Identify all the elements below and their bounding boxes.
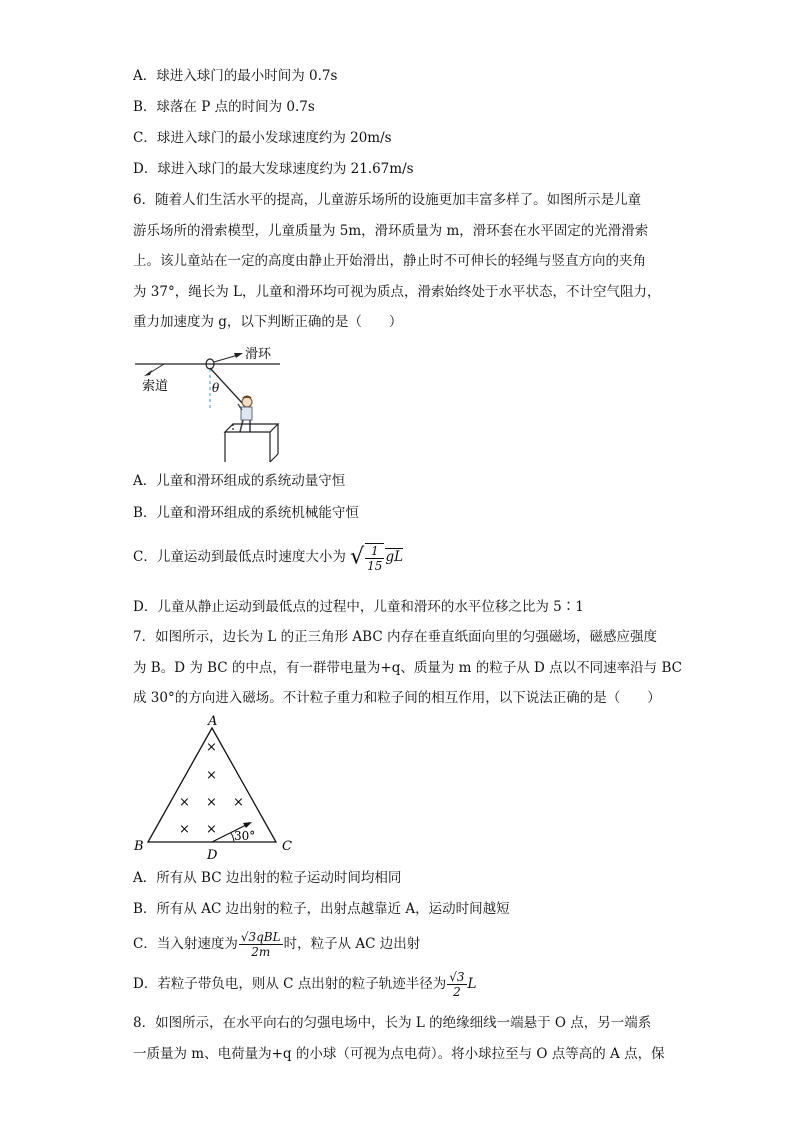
q6-option-c [133,542,403,573]
field-cross: × [206,768,217,783]
q5-option-d: D．球进入球门的最大发球速度约为 21.67m/s [133,161,414,177]
field-cross: × [206,740,217,755]
q8-stem [133,1008,663,1069]
q7-stem [133,622,682,714]
q7-option-b: B．所有从 AC 边出射的粒子，出射点越靠近 A，运动时间越短 [133,901,510,917]
fraction-numerator: √3 [449,970,465,984]
vertex-b: B [134,839,144,854]
cable-label: 索道 [142,379,169,394]
q7-stem-line: 成 30°的方向进入磁场。不计粒子重力和粒子间的相互作用，以下说法正确的是（ ） [133,690,661,706]
fraction-numerator: 1 [365,544,384,559]
field-cross: × [206,822,217,837]
q7-option-d [133,968,477,1000]
q8-stem-line: 一质量为 m、电荷量为+q 的小球（可视为点电荷）。将小球拉至与 O 点等高的 A 点，保 [133,1045,665,1062]
q6-option-d: D．儿童从静止运动到最低点的过程中，儿童和滑环的水平位移之比为 5∶1 [133,599,584,615]
q6-stem [133,185,663,338]
sqrt-tail: gL [385,549,404,566]
fraction-numerator: √3qBL [240,930,281,944]
field-cross: × [206,795,217,810]
angle-label: θ [212,381,220,395]
sqrt-expression: √ $\frac{1}{15}$ gL [350,543,404,573]
q6-stem-line: 游乐场所的滑索模型，儿童质量为 5m，滑环质量为 m，滑环套在水平固定的光滑滑索 [133,222,649,239]
ring-label: 滑环 [245,347,272,362]
q7-option-c [133,928,420,960]
q6-option-a: A．儿童和滑环组成的系统动量守恒 [133,473,346,489]
q7-option-d-suffix: L [467,976,477,992]
point-d: D [207,848,218,863]
fraction-denominator: 2m [251,945,271,959]
field-cross: × [179,795,190,810]
q6-stem-line: 6．随着人们生活水平的提高，儿童游乐场所的设施更加丰富多样了。如图所示是儿童 [133,192,642,208]
angle-30: 30° [234,829,256,843]
q7-stem-line: 7．如图所示，边长为 L 的正三角形 ABC 内存在垂直纸面向里的匀强磁场，磁感应强度 [133,629,657,645]
q5-option-c: C．球进入球门的最小发球速度约为 20m/s [133,130,392,146]
platform [225,424,278,462]
q7-option-c-suffix: 时，粒子从 AC 边出射 [283,936,421,952]
q6-stem-line: 重力加速度为 g，以下判断正确的是（ ） [133,314,403,330]
q6-stem-line: 为 37°，绳长为 L，儿童和滑环均可视为质点，滑索始终处于水平状态，不计空气阻力， [133,283,661,300]
q6-zipline-figure [130,340,290,465]
fraction-denominator: 15 [367,558,383,573]
q8-stem-line: 8．如图所示，在水平向右的匀强电场中，长为 L 的绝缘细线一端悬于 O 点，另一端系 [133,1015,652,1031]
q7-option-c-text: C．当入射速度为 [133,936,238,952]
q7-option-a: A．所有从 BC 边出射的粒子运动时间均相同 [133,870,402,886]
field-markers [179,740,244,837]
q7-stem-line: 为 B。D 为 BC 的中点，有一群带电量为+q、质量为 m 的粒子从 D 点以不同速率沿与 BC [133,659,682,676]
field-cross: × [233,795,244,810]
vertex-c: C [282,839,292,854]
q5-option-b: B．球落在 P 点的时间为 0.7s [133,99,315,115]
field-cross: × [179,822,190,837]
q5-option-a: A．球进入球门的最小时间为 0.7s [133,68,338,84]
q6-option-b: B．儿童和滑环组成的系统机械能守恒 [133,505,359,521]
q6-option-c-text: C．儿童运动到最低点时速度大小为 [133,549,346,565]
q7-triangle-figure [130,714,300,864]
vertex-a: A [208,714,218,729]
q6-stem-line: 上。该儿童站在一定的高度由静止开始滑出，静止时不可伸长的轻绳与竖直方向的夹角 [133,253,646,269]
q7-option-d-text: D．若粒子带负电，则从 C 点出射的粒子轨迹半径为 [133,976,447,992]
fraction-denominator: 2 [453,985,461,999]
